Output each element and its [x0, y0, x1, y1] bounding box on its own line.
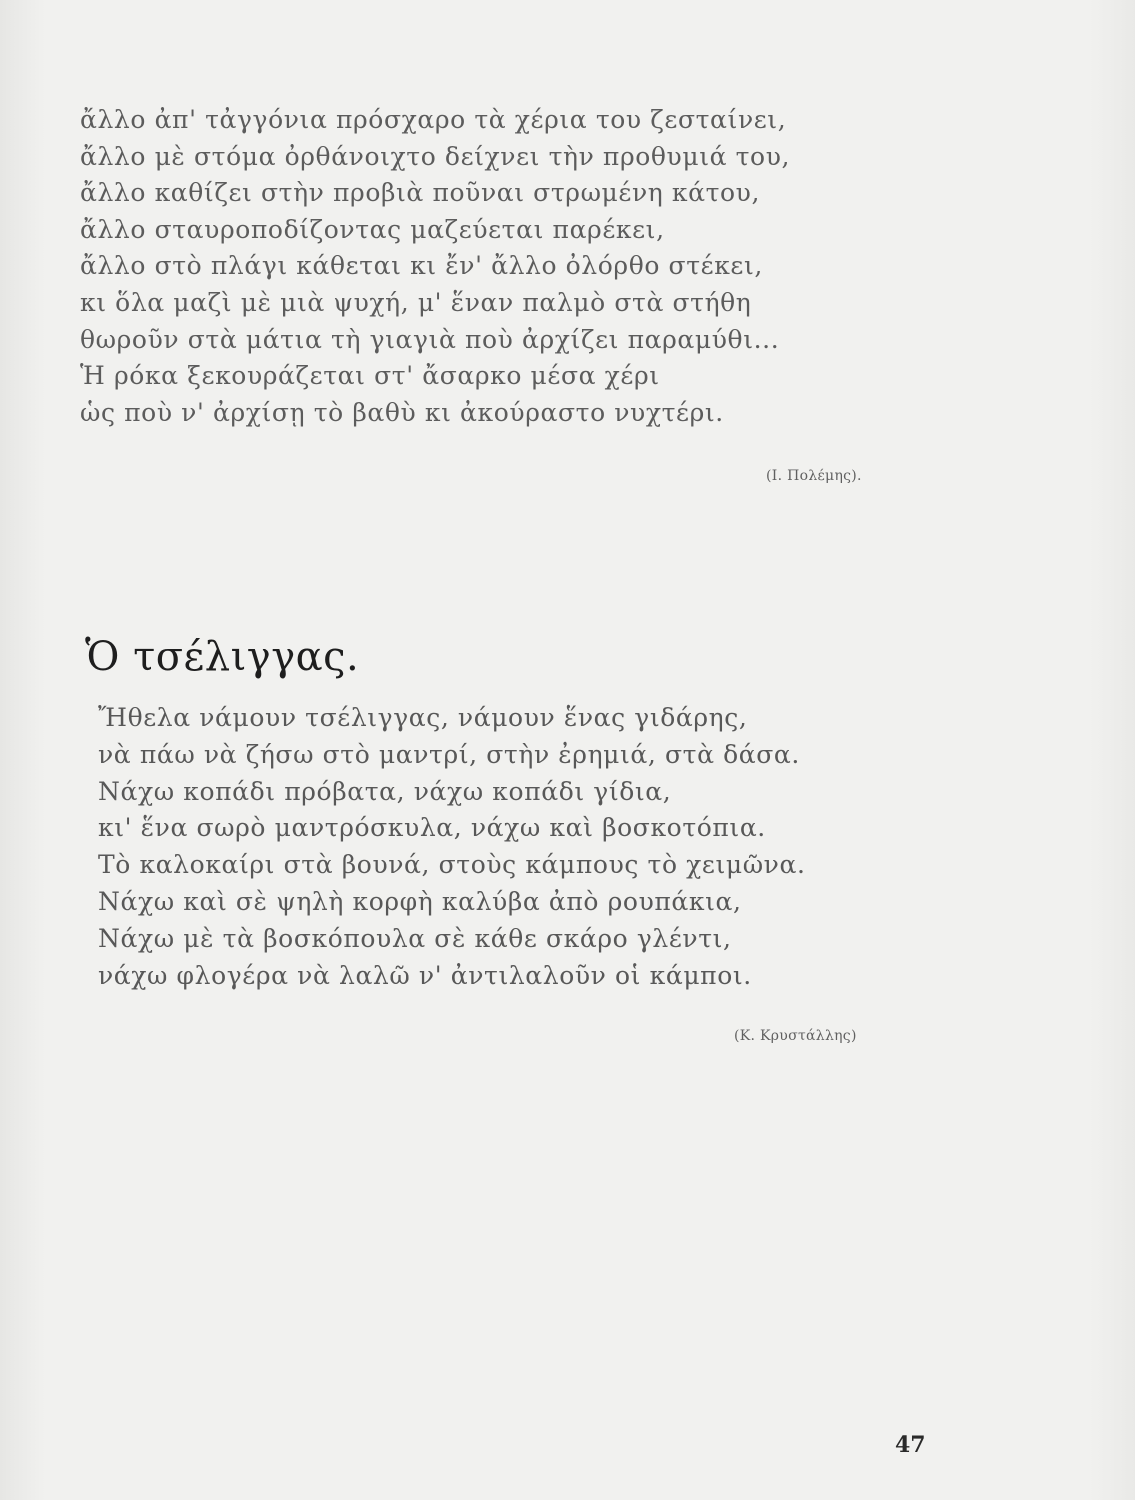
poem-line: Νάχω καὶ σὲ ψηλὴ κορφὴ καλύβα ἀπὸ ρουπάκια, — [98, 886, 742, 916]
poem-line: κι ὅλα μαζὶ μὲ μιὰ ψυχή, μ' ἕναν παλμὸ στὰ στήθη — [80, 287, 752, 317]
poem-line: κι' ἕνα σωρὸ μαντρόσκυλα, νάχω καὶ βοσκοτόπια. — [98, 813, 766, 843]
poem-line: Νάχω μὲ τὰ βοσκόπουλα σὲ κάθε σκάρο γλέντι, — [98, 923, 732, 953]
poem-line: νὰ πάω νὰ ζήσω στὸ μαντρί, στὴν ἐρημιά, στὰ δάσα. — [98, 739, 800, 769]
poem-line: ἄλλο καθίζει στὴν προβιὰ ποῦναι στρωμένη κάτου, — [80, 178, 761, 208]
poem-title: Ὁ τσέλιγγας. — [85, 634, 360, 680]
poem-line: ἄλλο στὸ πλάγι κάθεται κι ἔν' ἄλλο ὀλόρθο στέκει, — [80, 251, 763, 281]
poem-body — [98, 700, 998, 994]
poem-line: Ἡ ρόκα ξεκουράζεται στ' ἄσαρκο μέσα χέρι — [80, 361, 660, 391]
poem-attribution: (Ι. Πολέμης). — [766, 468, 862, 484]
poem-line: Νάχω κοπάδι πρόβατα, νάχω κοπάδι γίδια, — [98, 776, 672, 806]
page-number: 47 — [895, 1432, 926, 1458]
poem-line: Τὸ καλοκαίρι στὰ βουνά, στοὺς κάμπους τὸ χειμῶνα. — [98, 850, 806, 880]
poem-line: ἄλλο ἀπ' τἀγγόνια πρόσχαρο τὰ χέρια του ζεσταίνει, — [80, 105, 787, 134]
poem-line: νάχω φλογέρα νὰ λαλῶ ν' ἀντιλαλοῦν οἱ κάμποι. — [98, 960, 752, 990]
poem-line: θωροῦν στὰ μάτια τὴ γιαγιὰ ποὺ ἀρχίζει παραμύθι... — [80, 324, 780, 354]
poem-attribution: (Κ. Κρυστάλλης) — [734, 1028, 857, 1044]
poem-line: ἄλλο σταυροποδίζοντας μαζεύεται παρέκει, — [80, 214, 665, 244]
poem-excerpt — [80, 102, 980, 431]
poem-line: Ἤθελα νάμουν τσέλιγγας, νάμουν ἕνας γιδάρης, — [98, 703, 748, 732]
poem-line: ἄλλο μὲ στόμα ὀρθάνοιχτο δείχνει τὴν προθυμιά του, — [80, 141, 791, 171]
poem-line: ὡς ποὺ ν' ἀρχίσῃ τὸ βαθὺ κι ἀκούραστο νυχτέρι. — [80, 397, 724, 427]
